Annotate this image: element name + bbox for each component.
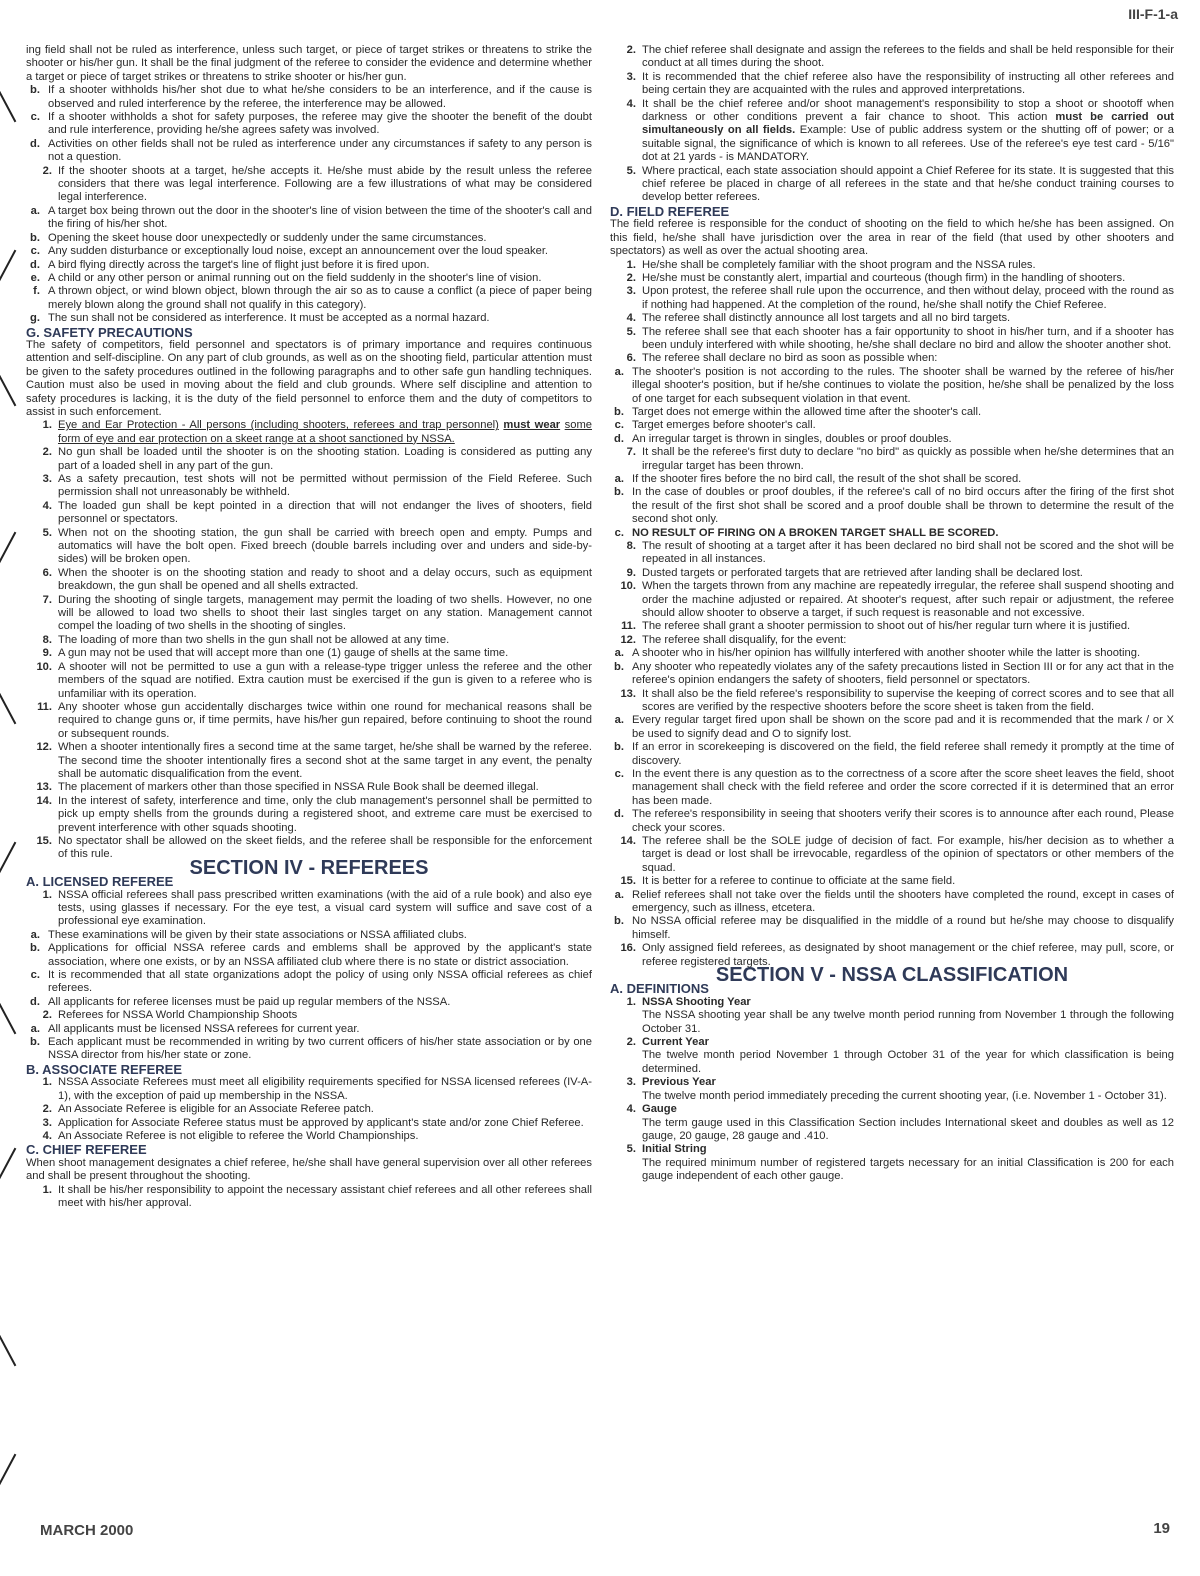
list-item: a. Every regular target fired upon shall be shown on the score pad and it is recommended that the mark / or X be used to signify dead and O to signify lost. [614,714,1174,740]
margin-mark [0,532,16,565]
continued-paragraph: ing field shall not be ruled as interference, unless such target, or piece of target strikes or threatens to strike the shooter or his/her gun. It shall be the final judgment of the referee to consider the evidence and determine whether a target or piece of target strikes or threatens to strike shooter or his/her gun. [26,44,592,83]
list-item: 5. The referee shall see that each shooter has a fair opportunity to shoot in his/her turn, and if a shooter has been unduly interfered with while shooting, he/she shall declare no bird and allow the shooter another shot. [626,325,1174,351]
list-item: 12. The referee shall disqualify, for the event: [620,633,847,646]
field-referee-heading: D. FIELD REFEREE [610,203,730,219]
list-item: b. No NSSA official referee may be disqualified in the middle of a round but he/she may choose to disqualify himself. [614,915,1174,941]
list-item: 5. Where practical, each state association should appoint a Chief Referee for its state. It is suggested that this chief referee be placed in charge of all referees in the state and that he/she conduct training courses to develop better referees. [626,164,1174,204]
margin-mark [0,1454,16,1487]
chief-referee-heading: C. CHIEF REFEREE [26,1142,147,1158]
associate-referee-heading: B. ASSOCIATE REFEREE [26,1061,183,1077]
list-item: 2. No gun shall be loaded until the shooter is on the shooting station. Loading is considered as putting any part of a loaded shell in any part of the gun. [42,446,592,472]
licensed-referee-heading: A. LICENSED REFEREE [26,874,174,890]
list-item: 3. As a safety precaution, test shots will not be permitted without permission of the Field Referee. Such permission shall not unreasonably be withheld. [42,473,592,499]
list-item: 4. The loaded gun shall be kept pointed in a direction that will not endanger the lives of shooters, field personnel or spectators. [42,499,592,526]
left-column [26,44,592,1210]
list-item: 15. No spectator shall be allowed on the skeet fields, and the referee shall be responsible for the enforcement of this rule. [36,834,592,861]
safety-precautions-heading: G. SAFETY PRECAUTIONS [26,324,193,340]
margin-mark [0,692,16,725]
list-item: a. A shooter who in his/her opinion has willfully interfered with another shooter while the latter is shooting. [614,647,1141,660]
chief-referee-intro: When shoot management designates a chief referee, he/she shall have general supervision over all other referees and shall be present throughout the shooting. [26,1156,592,1183]
page-identifier: III-F-1-a [1128,6,1178,22]
list-item: b. Each applicant must be recommended in writing by two current officers of his/her state association or by one NSSA director from his/her state or zone. [30,1036,592,1062]
definition-item: 5. Initial String The required minimum number of registered targets necessary for an initial Classification is 200 for each gauge independent of each other gauge. [626,1143,1174,1183]
list-item: f. A thrown object, or wind blown object, blown through the air so as to cause a conflict (a piece of paper being merely blown along the ground shall not qualify in this category). [33,285,592,311]
list-item: 14. The referee shall be the SOLE judge of decision of fact. For example, his/her decision as to whether a target is dead or lost shall be irrevocable, regardless of the opinion of spectators or other members of the squad. [620,834,1174,874]
right-column [610,44,1174,1184]
list-item: 16. Only assigned field referees, as designated by shoot management or the chief referee, may pull, score, or referee registered targets. [620,942,1174,968]
list-item: 2. Referees for NSSA World Championship Shoots [42,1009,298,1022]
definition-item: 2. Current Year The twelve month period November 1 through October 31 of the year for which classification is being determined. [626,1036,1174,1075]
list-item: 1. Eye and Ear Protection - All persons (including shooters, referees and trap personnel) must wear some form of eye and ear protection on a skeet range at a shoot sanctioned by NSSA. [42,419,593,445]
list-item: g. The sun shall not be considered as interference. It must be accepted as a normal hazard. [30,312,490,325]
list-item: a. Relief referees shall not take over the fields until the shooters have completed the round, except in cases of emergency, such as illness, etcetera. [614,888,1174,914]
list-item: b. If an error in scorekeeping is discovered on the field, the field referee shall remedy it promptly at the time of discovery. [614,741,1174,767]
margin-mark [0,374,16,407]
list-item: c. Target emerges before shooter's call. [614,419,816,432]
margin-mark [0,250,16,283]
list-item: 7. During the shooting of single targets, management may permit the loading of two shells. However, no one will be allowed to load two shells to shoot their last singles target on any station. Management cannot compel the loading of two shells in the shooting of singles. [42,593,592,633]
list-item: 3. Application for Associate Referee status must be approved by applicant's state and/or zone Chief Referee. [42,1116,584,1129]
list-item: b. Applications for official NSSA referee cards and emblems shall be approved by the applicant's state association, where one exists, or by an NSSA affiliated club where there is no state or district association. [30,942,592,968]
list-item: 2. He/she must be constantly alert, impartial and courteous (though firm) in the handling of shooters. [626,271,1126,284]
list-item: 8. The loading of more than two shells in the gun shall not be allowed at any time. [42,633,450,646]
list-item: 2. If the shooter shoots at a target, he/she accepts it. He/she must abide by the result unless the referee considers that there was legal interference. Following are a few illustrations of what may be considered legal interference. [42,164,592,204]
list-item: 4. It shall be the chief referee and/or shoot management's responsibility to stop a shoot or shootoff when darkness or other conditions prevent a fair chance to shoot. This action must be carried out simultaneously on all fields. Example: Use of public address system or the shutting off of power; or a suitable signal, the significance of which is known to all referees. Use of the referee's eye test card - 5/16" dot at 21 yards - is MANDATORY. [626,97,1175,164]
list-item: 15. It is better for a referee to continue to officiate at the same field. [620,875,956,888]
page-number: 19 [1153,1520,1170,1537]
list-item: e. A child or any other person or animal running out on the field suddenly in the shooter's line of vision. [30,271,542,284]
list-item: 3. It is recommended that the chief referee also have the responsibility of instructing all other referees and being certain they are acquainted with the rules and approved interpretations. [626,70,1174,97]
list-item: 1. He/she shall be completely familiar with the shoot program and the NSSA rules. [626,258,1036,271]
list-item: a. The shooter's position is not according to the rules. The shooter shall be warned by the referee of his/her illegal shooter's position, but if he/she continues to violate the position, he/she shall be penalized by the loss of one target for each subsequent violation in that event. [614,365,1174,405]
definitions-heading: A. DEFINITIONS [610,981,709,997]
list-item: 11. Any shooter whose gun accidentally discharges twice within one round for mechanical reasons shall be required to change guns or, if time permits, have his/her gun repaired, before continuing to shoot the round or subsequent rounds. [37,700,592,740]
section-v-title: SECTION V - NSSA CLASSIFICATION [715,964,1069,987]
field-referee-intro: The field referee is responsible for the conduct of shooting on the field to which he/she has been assigned. On this field, he/she shall have jurisdiction over the area in rear of the field (that used by other shooters and spectators) as well as over the actual shooting area. [610,218,1174,258]
list-item: c. Any sudden disturbance or exceptionally loud noise, except an announcement over the loud speaker. [30,245,549,258]
list-item: 1. NSSA official referees shall pass prescribed written examinations (with the aid of a rule book) and also eye tests, using glasses if necessary. For the eye test, a visual card system will suffice and save cost of a professional eye examination. [42,888,592,928]
list-item: 9. A gun may not be used that will accept more than one (1) gauge of shells at the same time. [42,647,509,660]
list-item: 13. It shall also be the field referee's responsibility to supervise the keeping of correct scores and to see that all scores are verified by the respective shooters before the score sheet is taken from the field. [620,687,1174,713]
list-item: 12. When a shooter intentionally fires a second time at the same target, he/she shall be warned by the referee. The second time the shooter intentionally fires a second shot at the same target in any event, the penalty shall be automatic disqualification from the event. [36,741,592,780]
list-item: c. NO RESULT OF FIRING ON A BROKEN TARGET SHALL BE SCORED. [614,526,999,539]
definition-item: 4. Gauge The term gauge used in this Classification Section includes International skeet and doubles as well as 12 gauge, 20 gauge, 28 gauge and .410. [626,1103,1174,1142]
definition-item: 1. NSSA Shooting Year The NSSA shooting year shall be any twelve month period running from November 1 through the following October 31. [626,995,1174,1035]
list-item: 11. The referee shall grant a shooter permission to shoot out of his/her regular turn where it is justified. [621,620,1131,633]
margin-mark [0,1002,16,1035]
list-item: 2. The chief referee shall designate and assign the referees to the fields and shall be held responsible for their conduct at all times during the shoot. [626,44,1174,70]
list-item: d. All applicants for referee licenses must be paid up regular members of the NSSA. [30,995,451,1008]
list-item: b. Target does not emerge within the allowed time after the shooter's call. [614,405,982,418]
list-item: a. All applicants must be licensed NSSA referees for current year. [30,1022,360,1035]
list-item: d. An irregular target is thrown in singles, doubles or proof doubles. [614,432,952,445]
list-item: a. If the shooter fires before the no bird call, the result of the shot shall be scored. [614,473,1022,485]
list-item: 2. An Associate Referee is eligible for an Associate Referee patch. [42,1103,374,1116]
margin-mark [0,842,16,875]
footer-date: MARCH 2000 [40,1522,134,1539]
list-item: 9. Dusted targets or perforated targets that are retrieved after landing shall be declared lost. [626,566,1083,579]
list-item: d. The referee's responsibility in seeing that shooters verify their scores is to announce after each round, Please check your scores. [614,808,1174,834]
list-item: a. A target box being thrown out the door in the shooter's line of vision between the time of the shooter's call and the firing of his/her shot. [30,204,592,231]
list-item: a. These examinations will be given by their state associations or NSSA affiliated clubs. [30,928,467,941]
list-item: c. If a shooter withholds a shot for safety purposes, the referee may give the shooter the benefit of the doubt and rule interference, providing he/she agrees safety was involved. [30,111,592,137]
list-item: 14. In the interest of safety, interference and time, only the club management's personnel shall be permitted to pick up empty shells from the grounds during a registered shoot, and extreme care must be exercised to prevent interference with other squads shooting. [36,794,592,834]
section-iv-title: SECTION IV - REFEREES [189,856,429,879]
list-item: b. Opening the skeet house door unexpectedly or suddenly under the same circumstances. [30,231,487,244]
list-item: b. If a shooter withholds his/her shot due to what he/she considers to be an interference, and if the cause is observed and ruled interference by the referee, the interference may be allowed. [30,84,592,110]
list-item: c. It is recommended that all state organizations adopt the policy of using only NSSA official referees as chief referees. [30,969,592,995]
list-item: 6. The referee shall declare no bird as soon as possible when: [626,352,938,365]
list-item: b. In the case of doubles or proof doubles, if the referee's call of no bird occurs after the firing of the first shot the result of the first shot shall be scored and a proof double shall be thrown to determine the result of the second shot only. [614,486,1174,526]
list-item: 4. An Associate Referee is not eligible to referee the World Championships. [42,1129,419,1142]
list-item: 13. The placement of markers other than those specified in NSSA Rule Book shall be deemed illegal. [36,781,539,794]
safety-intro-paragraph: The safety of competitors, field personnel and spectators is of primary importance and requires continuous attention and self-discipline. On any part of club grounds, as well as on the shooting field, particular attention must be given to the safety procedures outlined in the following paragraphs and to other safe gun handling techniques. Caution must also be used in moving about the field and club grounds. Where self discipline and attention to safety procedures is lacking, it is the duty of the field personnel to enforce them and the duty of competitors to assist in such enforcement. [26,338,592,418]
margin-mark [0,1334,16,1367]
list-item: d. Activities on other fields shall not be ruled as interference under any circumstances if safety to any person is not a question. [30,137,592,164]
margin-mark [0,90,16,123]
list-item: 5. When not on the shooting station, the gun shall be carried with breech open and empty. Pumps and automatics will have the bolt open. Fixed breech (double barrels including over and unders and side-by-sides) will be broken open. [42,526,592,566]
list-item: 4. The referee shall distinctly announce all lost targets and all no bird targets. [626,312,1011,325]
list-item: 8. The result of shooting at a target after it has been declared no bird shall not be scored and the shot will be repeated in all instances. [626,540,1174,566]
list-item: 10. A shooter will not be permitted to use a gun with a release-type trigger unless the referee and the other members of the squad are notified. Extra caution must be exercised if the gun is given to a referee who is unfamiliar with its operation. [36,660,592,700]
list-item: c. In the event there is any question as to the correctness of a score after the score sheet leaves the field, shoot management shall check with the field referee and order the score corrected if it is determined that an error has been made. [614,767,1174,807]
list-item: 3. Upon protest, the referee shall rule upon the occurrence, and then without delay, proceed with the round as if nothing had happened. At the completion of the round, he/she shall notify the Chief Referee. [626,285,1174,311]
definition-item: 3. Previous Year The twelve month period immediately preceding the current shooting year, (i.e. November 1 - October 31). [626,1076,1167,1102]
list-item: b. Any shooter who repeatedly violates any of the safety precautions listed in Section III or for any act that in the referee's opinion endangers the safety of shooters, field personnel or spectators. [614,660,1174,687]
list-item: 10. When the targets thrown from any machine are repeatedly irregular, the referee shall suspend shooting and order the machine adjusted or repaired. At shooter's request, after such repair or adjustment, the referee should allow shooter to observe a target, if such request is reasonable and not excessive. [620,580,1174,620]
margin-mark [0,1148,16,1181]
list-item: 7. It shall be the referee's first duty to declare "no bird" as quickly as possible when he/she determines that an irregular target has been thrown. [626,446,1174,472]
list-item: 1. NSSA Associate Referees must meet all eligibility requirements specified for NSSA licensed referees (IV-A-1), with the exception of paid up membership in the NSSA. [42,1076,592,1102]
list-item: 1. It shall be his/her responsibility to appoint the necessary assistant chief referees and all other referees shall meet with his/her approval. [42,1183,592,1209]
list-item: d. A bird flying directly across the target's line of flight just before it is fired upon. [30,258,430,271]
list-item: 6. When the shooter is on the shooting station and ready to shoot and a delay occurs, such as equipment breakdown, the gun shall be opened and all shells extracted. [42,566,592,593]
